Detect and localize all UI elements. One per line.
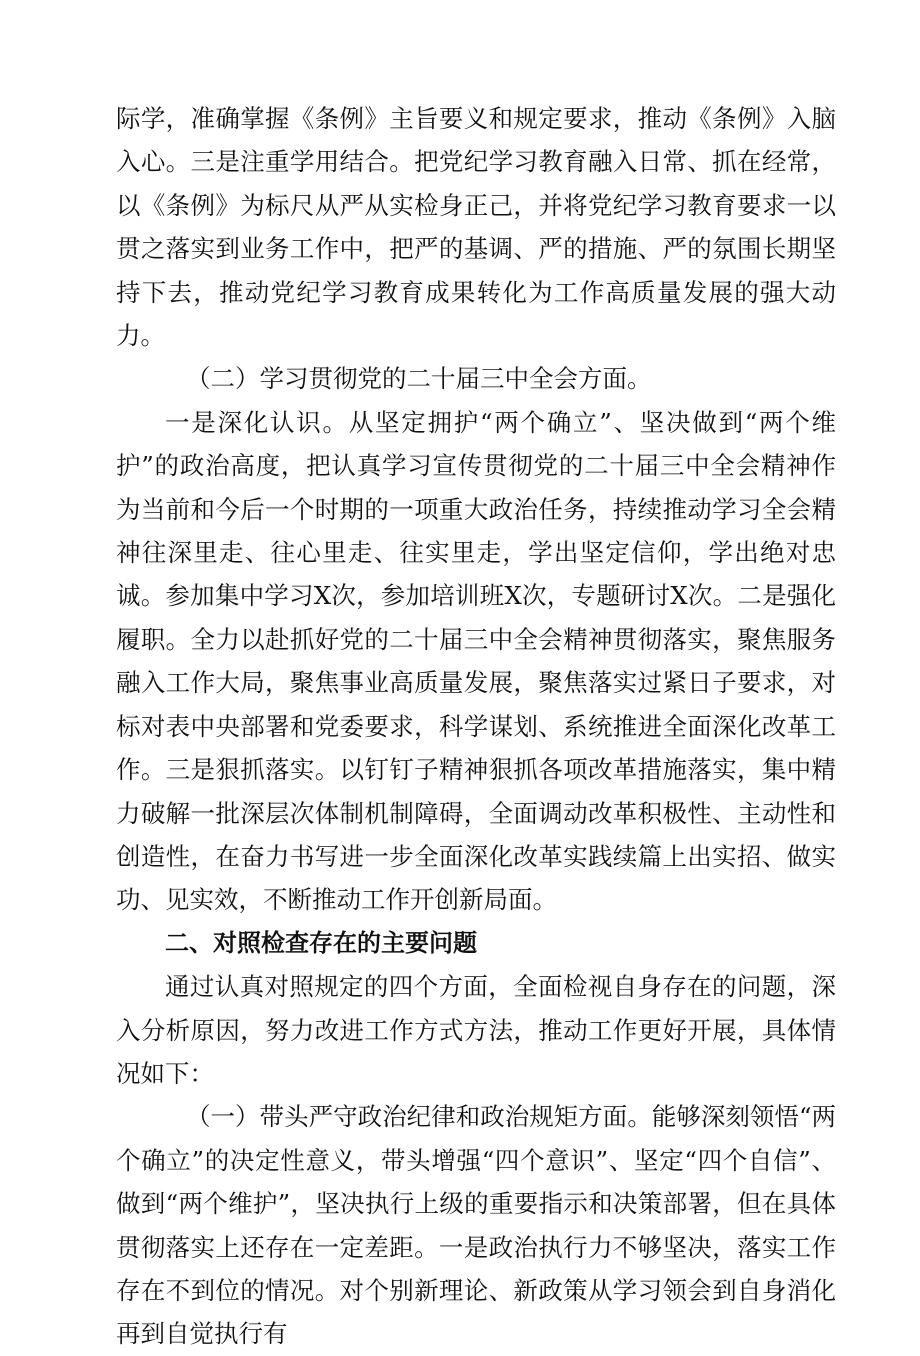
- paragraph-continuation: 际学，准确掌握《条例》主旨要义和规定要求，推动《条例》入脑入心。三是注重学用结合。把党纪学习教育融入日常、抓在经常，以《条例》为标尺从严从实检身正己，并将党纪学习教育要求一以贯之落实到业务工作中，把严的基调、严的措施、严的氛围长期坚持下去，推动党纪学习教育成果转化为工作高质量发展的强大动力。: [116, 104, 836, 351]
- subsection-heading-2: （二）学习贯彻党的二十届三中全会方面。: [186, 364, 652, 394]
- document-body: [116, 97, 836, 1356]
- paragraph-political-discipline: （一）带头严守政治纪律和政治规矩方面。能够深刻领悟“两个确立”的决定性意义，带头增强“四个意识”、坚定“四个自信”、做到“两个维护”，坚决执行上级的重要指示和决策部署，但在具体贯彻落实上还存在一定差距。一是政治执行力不够坚决，落实工作存在不到位的情况。对个别新理论、新政策从学习领会到自身消化再到自觉执行有: [116, 1102, 836, 1349]
- paragraph-plenum-study: 一是深化认识。从坚定拥护“两个确立”、坚决做到“两个维护”的政治高度，把认真学习宣传贯彻党的二十届三中全会精神作为当前和今后一个时期的一项重大政治任务，持续推动学习全会精神往深里走、往心里走、往实里走，学出坚定信仰，学出绝对忠诚。参加集中学习X次，参加培训班X次，专题研讨X次。二是强化履职。全力以赴抓好党的二十届三中全会精神贯彻落实，聚焦服务融入工作大局，聚焦事业高质量发展，聚焦落实过紧日子要求，对标对表中央部署和党委要求，科学谋划、系统推进全面深化改革工作。三是狠抓落实。以钉钉子精神狠抓各项改革措施落实，集中精力破解一批深层次体制机制障碍，全面调动改革积极性、主动性和创造性，在奋力书写进一步全面深化改革实践续篇上出实招、做实功、见实效，不断推动工作开创新局面。: [116, 407, 836, 915]
- section-heading-2: 二、对照检查存在的主要问题: [165, 928, 477, 957]
- paragraph-intro-problems: 通过认真对照规定的四个方面，全面检视自身存在的问题，深入分析原因，努力改进工作方式方法，推动工作更好开展，具体情况如下：: [116, 972, 836, 1088]
